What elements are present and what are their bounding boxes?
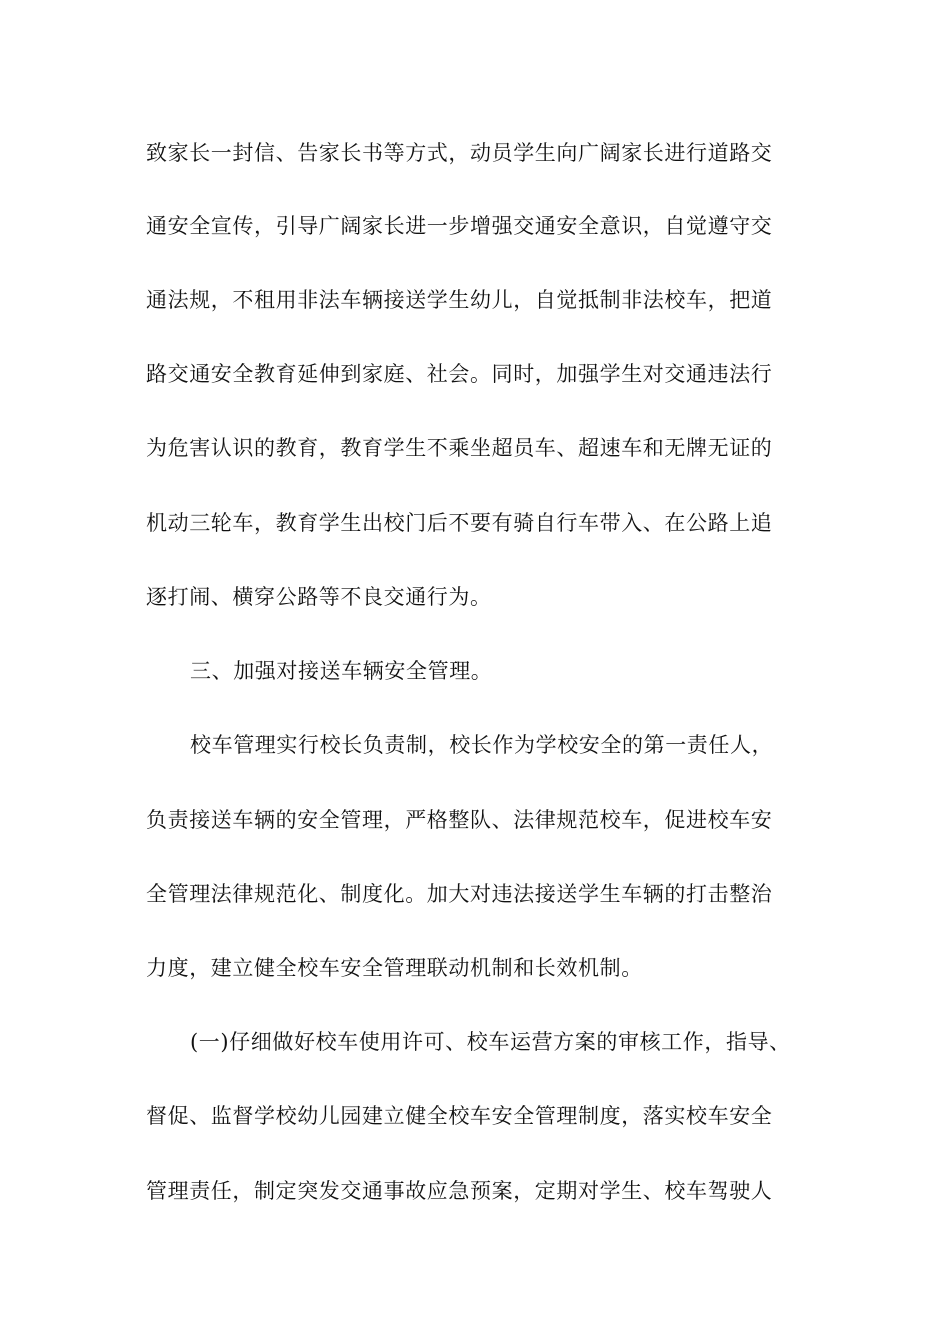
text-line: 力度，建立健全校车安全管理联动机制和长效机制。 <box>146 956 643 980</box>
text-line: 路交通安全教育延伸到家庭、社会。同时，加强学生对交通违法行 <box>146 362 773 386</box>
text-line: 为危害认识的教育，教育学生不乘坐超员车、超速车和无牌无证的 <box>146 436 773 460</box>
text-line: 全管理法律规范化、制度化。加大对违法接送学生车辆的打击整治 <box>146 882 773 906</box>
section-heading: 三、加强对接送车辆安全管理。 <box>190 659 493 683</box>
text-line: 校车管理实行校长负责制，校长作为学校安全的第一责任人， <box>190 733 774 757</box>
text-line: 通法规，不租用非法车辆接送学生幼儿，自觉抵制非法校车，把道 <box>146 288 773 312</box>
text-line: 负责接送车辆的安全管理，严格整队、法律规范校车，促进校车安 <box>146 808 773 832</box>
text-line: 机动三轮车，教育学生出校门后不要有骑自行车带入、在公路上追 <box>146 511 773 535</box>
text-line: (一)仔细做好校车使用许可、校车运营方案的审核工作，指导、 <box>190 1030 791 1054</box>
text-line: 管理责任，制定突发交通事故应急预案，定期对学生、校车驾驶人 <box>146 1179 773 1203</box>
text-line: 逐打闹、横穿公路等不良交通行为。 <box>146 585 492 609</box>
text-line: 致家长一封信、告家长书等方式，动员学生向广阔家长进行道路交 <box>146 141 773 165</box>
text-line: 督促、监督学校幼儿园建立健全校车安全管理制度，落实校车安全 <box>146 1104 773 1128</box>
text-line: 通安全宣传，引导广阔家长进一步增强交通安全意识，自觉遵守交 <box>146 214 773 238</box>
